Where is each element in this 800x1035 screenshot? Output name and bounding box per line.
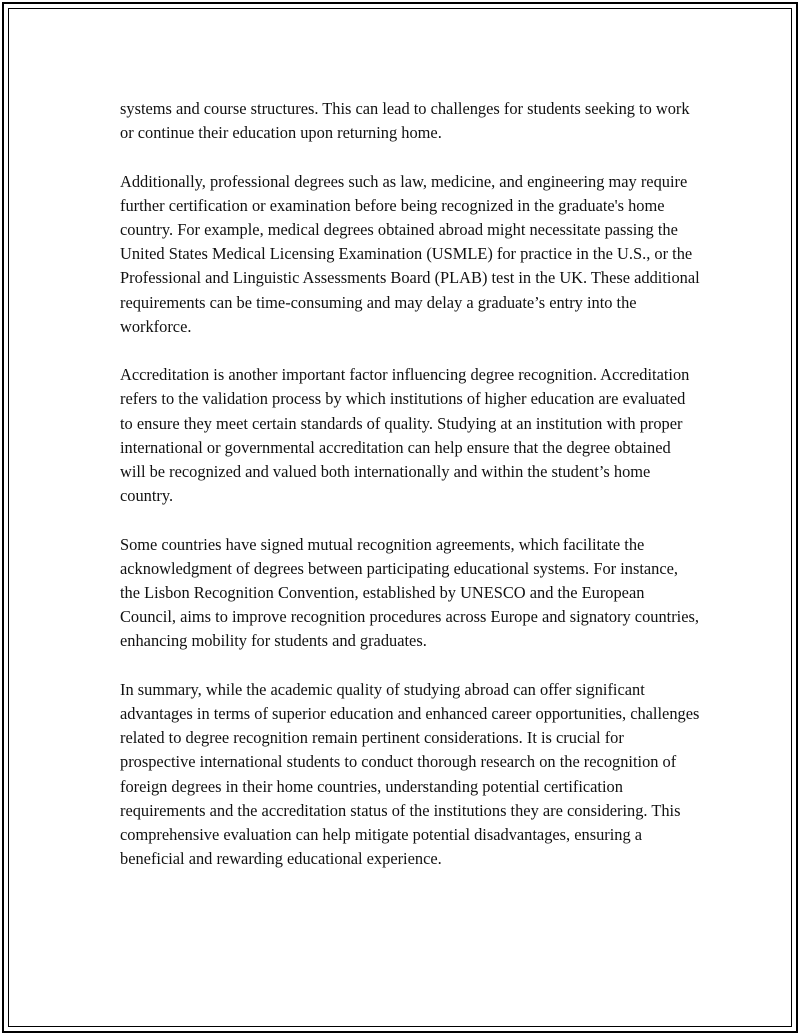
paragraph-professional-degrees: Additionally, professional degrees such as law, medicine, and engineering may require further certification or examination before being recognized in the graduate's home country. For example, medical degrees obtained abroad might necessitate passing the United States Medical Licensing Examination (USMLE) for practice in the U.S., or the Professional and Linguistic Assessments Board (PLAB) test in the UK. These additional requirements can be time-consuming and may delay a graduate’s entry into the workforce.: [120, 171, 700, 336]
paragraph-continuation: systems and course structures. This can lead to challenges for students seeking to work or continue their education upon returning home.: [120, 99, 690, 143]
page-border: [2, 2, 798, 1033]
paragraph-mutual-recognition: Some countries have signed mutual recognition agreements, which facilitate the acknowledgment of degrees between participating educational systems. For instance, the Lisbon Recognition Convention, established by UNESCO and the European Council, aims to improve recognition procedures across Europe and signatory countries, enhancing mobility for students and graduates.: [120, 534, 699, 651]
document-body: [120, 97, 700, 896]
paragraph-summary: In summary, while the academic quality of studying abroad can offer significant advantages in terms of superior education and enhanced career opportunities, challenges related to degree recognition remain pertinent considerations. It is crucial for prospective international students to conduct thorough research on the recognition of foreign degrees in their home countries, understanding potential certification requirements and the accreditation status of the institutions they are considering. This comprehensive evaluation can help mitigate potential disadvantages, ensuring a beneficial and rewarding educational experience.: [120, 679, 700, 869]
paragraph-accreditation: Accreditation is another important factor influencing degree recognition. Accreditation refers to the validation process by which institutions of higher education are evaluated to ensure they meet certain standards of quality. Studying at an institution with proper international or governmental accreditation can help ensure that the degree obtained will be recognized and valued both internationally and within the student’s home country.: [120, 365, 690, 506]
